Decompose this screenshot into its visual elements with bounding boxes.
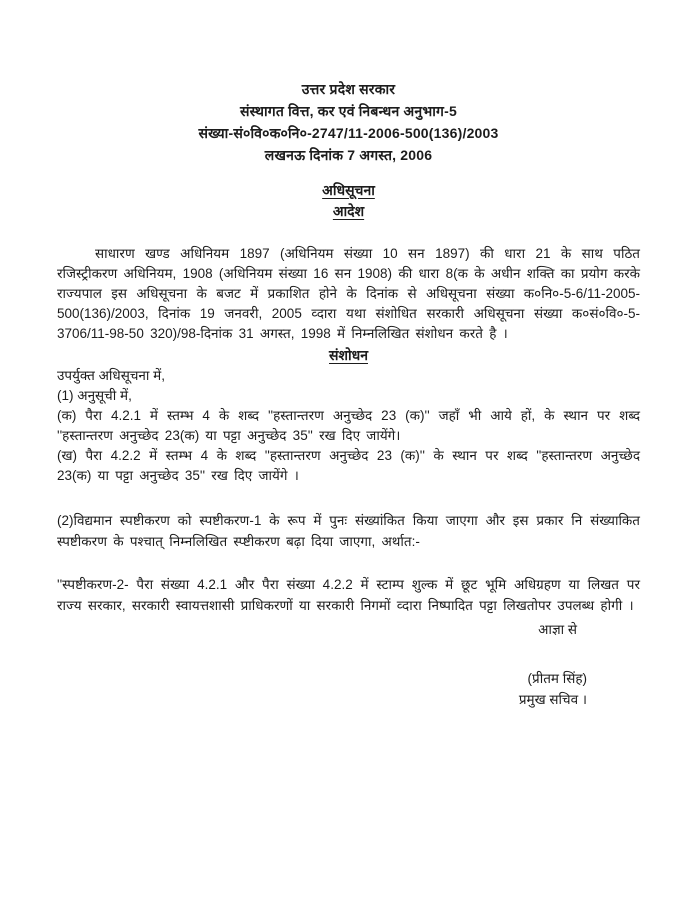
order-heading: [57, 201, 640, 222]
place-and-date: लखनऊ दिनांक 7 अगस्त, 2006: [264, 147, 433, 163]
signatory-designation: प्रमुख सचिव ।: [518, 692, 587, 707]
amendment-clause-ka: (क) पैरा 4.2.1 में स्तम्भ 4 के शब्द ''हस्तान्तरण अनुच्छेद 23 (क)'' जहाँ भी आये हों, के स्थान पर शब्द ''हस्तान्तरण अनुच्छेद 23(क) या पट्टा अनुच्छेद 35'' रख दिए जायेंगे।: [57, 408, 640, 443]
amendment-heading-text: संशोधन: [329, 347, 368, 363]
document-content: [57, 0, 640, 710]
document-header: [57, 78, 640, 166]
amendment-heading: [57, 345, 640, 366]
notification-heading-text: अधिसूचना: [322, 182, 375, 198]
notification-heading: [57, 180, 640, 201]
document-titles: [57, 180, 640, 222]
by-order-line: आज्ञा से: [538, 622, 577, 637]
signature-block: [57, 668, 640, 710]
department-name: संस्थागत वित्त, कर एवं निबन्धन अनुभाग-5: [239, 103, 457, 119]
amendment-clause-kha: (ख) पैरा 4.2.2 में स्तम्भ 4 के शब्द ''हस्तान्तरण अनुच्छेद 23 (क)'' के स्थान पर शब्द ''हस्तान्तरण अनुच्छेद 23(क) या पट्टा अनुच्छेद 35'' रख दिए जायेंगे ।: [57, 448, 640, 483]
explanation-paragraph: ''स्पष्टीकरण-2- पैरा संख्या 4.2.1 और पैरा संख्या 4.2.2 में स्टाम्प शुल्क में छूट भूमि अधिग्रहण या लिखत पर राज्य सरकार, सरकारी स्वायत्तशासी प्राधिकरणों या सरकारी निगमों व्दारा निष्पादित पट्टा लिखतोपर उपलब्ध होगी ।: [57, 577, 640, 613]
government-name: उत्तर प्रदेश सरकार: [301, 81, 396, 97]
order-heading-text: आदेश: [332, 203, 365, 219]
preamble-paragraph: साधारण खण्ड अधिनियम 1897 (अधिनियम संख्या 10 सन 1897) की धारा 21 के साथ पठित रजिस्ट्रीकरण अधिनियम, 1908 (अधिनियम संख्या 16 सन 1908) की धारा 8(क के अधीन शक्ति का प्रयोग करके राज्यपाल इस अधिसूचना के बजट में प्रकाशित होने के दिनांक से अधिसूचना संख्या क०नि०-5-6/11-2005-500(136)/2003, दिनांक 19 जनवरी, 2005 व्दारा यथा संशोधित सरकारी अधिसूचना संख्या क०सं०वि०-5-3706/11-98-50 320)/98-दिनांक 31 अगस्त, 1998 में निम्नलिखित संशोधन करते है ।: [57, 246, 640, 341]
reference-number: संख्या-सं०वि०क०नि०-2747/11-2006-500(136)/2003: [198, 125, 499, 141]
signatory-name: (प्रीतम सिंह): [527, 671, 587, 686]
amendment-intro-line: उपर्युक्त अधिसूचना में,: [57, 368, 165, 383]
amendment-clause-1: (1) अनुसूची में,: [57, 388, 132, 403]
amendment-clause-2: (2)विद्यमान स्पष्टीकरण को स्पष्टीकरण-1 के रूप में पुनः संख्यांकित किया जाएगा और इस प्रकार नि संख्याकित स्पष्टीकरण के पश्चात् निम्नलिखित स्प्ष्टीकरण बढ़ा दिया जाएगा, अर्थात:-: [57, 513, 640, 549]
